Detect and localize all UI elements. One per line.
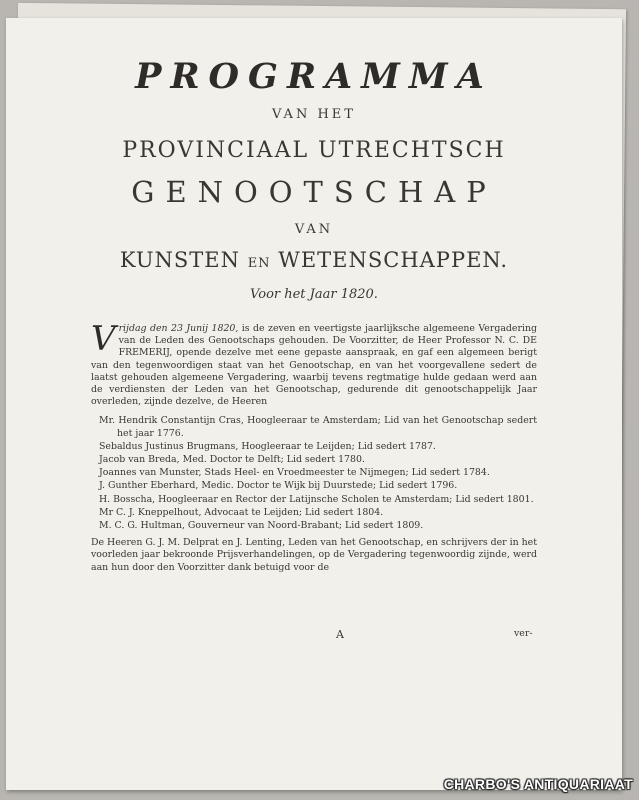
- member-item: Sebaldus Justinus Brugmans, Hoogleeraar te Leijden; Lid sedert 1787.: [99, 440, 436, 452]
- intro-date: rijdag den 23 Junij 1820,: [118, 323, 239, 334]
- title-van-het: VAN HET: [272, 107, 356, 122]
- title-genootschap: GENOOTSCHAP: [131, 175, 497, 209]
- member-item: Mr. Hendrik Constantijn Cras, Hoogleeraar te Amsterdam; Lid van het Genootschap sedert het jaar 1776.: [99, 415, 537, 439]
- body-text: [91, 319, 537, 574]
- member-item: Mr C. J. Kneppelhout, Advocaat te Leijden; Lid sedert 1804.: [99, 506, 384, 518]
- signature-mark: A: [336, 628, 344, 641]
- drop-cap: V: [91, 319, 116, 359]
- title-kunsten: KUNSTEN: [119, 248, 240, 272]
- year-line: Voor het Jaar 1820.: [250, 287, 378, 302]
- watermark-text: CHARBO'S ANTIQUARIAAT: [443, 776, 633, 792]
- intro-paragraph: [91, 319, 537, 408]
- document-page: [6, 18, 622, 790]
- title-provinciaal: PROVINCIAAL UTRECHTSCH: [122, 138, 506, 163]
- member-item: Joannes van Munster, Stads Heel- en Vroedmeester te Nijmegen; Lid sedert 1784.: [99, 467, 490, 479]
- intro-text: is de zeven en veertigste jaarlijksche algemeene Vergadering van de Leden des Genootschaps gehouden. De Voorzitter, de Heer Professor N. C. DE FREMERIJ, opende dezelve met eene gepaste aanspraak, en gaf een algemeen berigt van den tegenwoordigen staat van het Genootschap, en van het voorgevallene sedert de laatst gehouden algemeene Vergadering, waarbij tevens regtmatige hulde gedaan werd aan de verdiensten der Leden van het Genootschap, gedurende dit genootschappelijk Jaar overleden, zijnde dezelve, de Heeren: [91, 323, 537, 408]
- catchword: ver-: [514, 628, 533, 639]
- title-kunsten-wetenschappen: [6, 248, 622, 272]
- title-van: VAN: [294, 222, 334, 237]
- member-item: M. C. G. Hultman, Gouverneur van Noord-Brabant; Lid sedert 1809.: [99, 520, 424, 532]
- member-item: J. Gunther Eberhard, Medic. Doctor te Wijk bij Duurstede; Lid sedert 1796.: [99, 480, 458, 492]
- member-item: H. Bosscha, Hoogleeraar en Rector der Latijnsche Scholen te Amsterdam; Lid sedert 1801.: [99, 493, 534, 505]
- title-programma: PROGRAMMA: [135, 56, 493, 97]
- closing-paragraph: De Heeren G. J. M. Delprat en J. Lenting, Leden van het Genootschap, en schrijvers der in het voorleden jaar bekroonde Prijsverhandelingen, op de Vergadering tegenwoordig zijnde, werd aan hun door den Voorzitter dank betuigd voor de: [91, 537, 537, 573]
- member-item: Jacob van Breda, Med. Doctor te Delft; Lid sedert 1780.: [99, 454, 365, 466]
- title-en: EN: [247, 256, 271, 271]
- member-list: [91, 415, 537, 532]
- title-wetenschappen: WETENSCHAPPEN.: [278, 248, 509, 272]
